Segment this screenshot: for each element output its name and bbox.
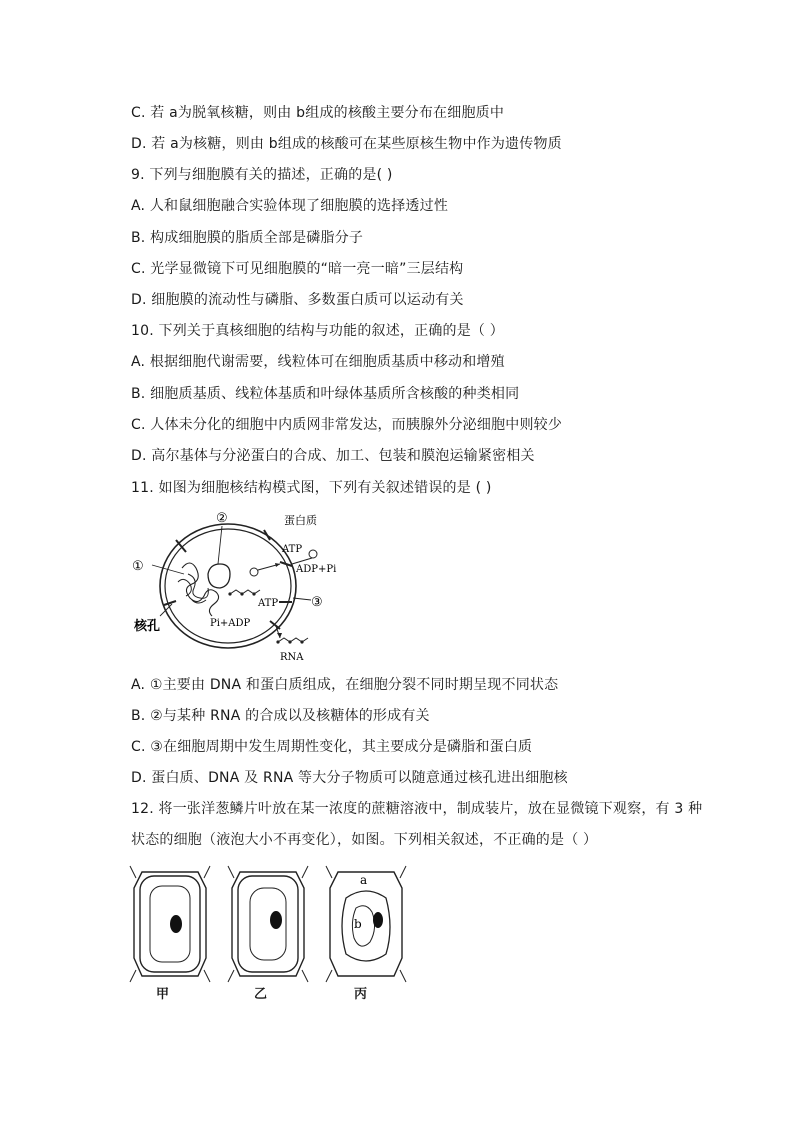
nuclear-pore-label: 核孔: [134, 619, 161, 634]
q12-stem-line1: 12. 将一张洋葱鳞片叶放在某一浓度的蔗糖溶液中，制成装片，放在显微镜下观察，有 3 种: [131, 801, 703, 817]
plant-cells-figure: [128, 858, 408, 1008]
label-1: ①: [132, 559, 144, 574]
atp-mid-label: ATP: [258, 598, 279, 609]
rna-label: RNA: [280, 652, 304, 663]
q10-option-a: A. 根据细胞代谢需要，线粒体可在细胞质基质中移动和增殖: [131, 354, 505, 370]
q11-option-d: D. 蛋白质、DNA 及 RNA 等大分子物质可以随意通过核孔进出细胞核: [131, 770, 568, 786]
label-2: ②: [216, 511, 228, 526]
adp-pi-label: ADP+Pi: [296, 564, 337, 575]
protein-label: 蛋白质: [284, 514, 317, 527]
q11-option-a: A. ①主要由 DNA 和蛋白质组成，在细胞分裂不同时期呈现不同状态: [131, 677, 559, 693]
q10-stem: 10. 下列关于真核细胞的结构与功能的叙述，正确的是（ ）: [131, 323, 504, 339]
q12-stem-line2: 状态的细胞（液泡大小不再变化），如图。下列相关叙述，不正确的是（ ）: [131, 832, 598, 848]
q9-option-a: A. 人和鼠细胞融合实验体现了细胞膜的选择透过性: [131, 198, 449, 214]
pi-adp-label: Pi+ADP: [210, 618, 251, 629]
caption-bing: 丙: [354, 987, 368, 1002]
q11-option-b: B. ②与某种 RNA 的合成以及核糖体的形成有关: [131, 708, 430, 724]
q11-option-c: C. ③在细胞周期中发生周期性变化，其主要成分是磷脂和蛋白质: [131, 739, 533, 755]
cell-bing: [326, 866, 406, 982]
label-3: ③: [311, 595, 323, 610]
q11-stem: 11. 如图为细胞核结构模式图，下列有关叙述错误的是 ( ): [131, 480, 492, 496]
q10-option-c: C. 人体未分化的细胞中内质网非常发达，而胰腺外分泌细胞中则较少: [131, 417, 563, 433]
caption-jia: 甲: [156, 987, 170, 1002]
label-b: b: [354, 917, 362, 931]
q8-option-c: C. 若 a为脱氧核糖，则由 b组成的核酸主要分布在细胞质中: [131, 105, 505, 121]
cell-yi: [228, 866, 308, 982]
q10-option-b: B. 细胞质基质、线粒体基质和叶绿体基质所含核酸的种类相同: [131, 386, 520, 402]
nucleus-structure-figure: [130, 508, 365, 668]
q10-option-d: D. 高尔基体与分泌蛋白的合成、加工、包装和膜泡运输紧密相关: [131, 448, 535, 464]
q8-option-d: D. 若 a为核糖，则由 b组成的核酸可在某些原核生物中作为遗传物质: [131, 136, 562, 152]
q9-option-b: B. 构成细胞膜的脂质全部是磷脂分子: [131, 230, 364, 246]
cell-jia: [130, 866, 210, 982]
q9-option-d: D. 细胞膜的流动性与磷脂、多数蛋白质可以运动有关: [131, 292, 464, 308]
atp-top-label: ATP: [282, 544, 303, 555]
q9-option-c: C. 光学显微镜下可见细胞膜的“暗一亮一暗”三层结构: [131, 261, 464, 277]
label-a: a: [360, 873, 368, 887]
q9-stem: 9. 下列与细胞膜有关的描述，正确的是( ): [131, 167, 393, 183]
caption-yi: 乙: [254, 987, 268, 1002]
